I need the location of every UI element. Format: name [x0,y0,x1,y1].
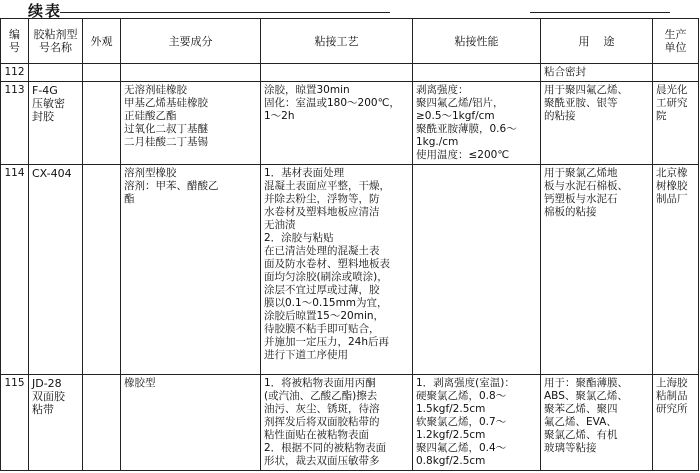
cell-composition: 无溶剂硅橡胶 甲基乙烯基硅橡胶 正硅酸乙酯 过氧化二叔丁基醚 二月桂酸二丁基锡 [121,82,261,165]
header-maker: 生产 单位 [653,19,699,64]
header-no: 编号 [1,19,29,64]
header-composition: 主要成分 [121,19,261,64]
header-row [1,19,699,64]
table-title: 续表 [28,2,63,20]
cell-process [261,64,413,82]
title-rule-right [530,12,670,13]
header-usage: 用 途 [541,19,653,64]
cell-maker: 上海胶 粘制品 研究所 [653,375,699,471]
cell-appearance [83,64,121,82]
cell-process: 1．将被粘物表面用丙酮 (或汽油、乙酸乙酯)擦去 油污、灰尘、锈斑，待溶 剂挥发后将双面胶粘带的 粘性面贴在被粘物表面 2．根据不同的被粘物表面 形状，裁去双面压敏带多 [261,375,413,471]
cell-no: 114 [1,165,29,375]
cell-name: CX-404 [29,165,83,375]
cell-appearance [83,375,121,471]
cell-usage: 用于：聚酯薄膜、 ABS、聚氯乙烯、 聚苯乙烯、聚四 氟乙烯、EVA、 聚氯乙烯、有机 玻璃等粘接 [541,375,653,471]
cell-composition: 橡胶型 [121,375,261,471]
cell-name [29,64,83,82]
adhesive-table [0,18,699,471]
header-appearance: 外观 [83,19,121,64]
cell-composition [121,64,261,82]
header-process: 粘接工艺 [261,19,413,64]
cell-maker [653,64,699,82]
cell-performance: 1．剥离强度(室温)： 硬聚氯乙烯，0.8～ 1.5kgf/2.5cm 软聚氯乙烯，0.7～ 1.2kgf/2.5cm 聚四氟乙烯，0.4～ 0.8kgf/2.5cm [413,375,541,471]
table-row [1,64,699,82]
cell-process: 涂胶，晾置30min 固化：室温或180～200℃， 1～2h [261,82,413,165]
table-row [1,165,699,375]
cell-usage: 粘合密封 [541,64,653,82]
header-name: 胶粘剂型 号名称 [29,19,83,64]
cell-composition: 溶剂型橡胶 溶剂：甲苯、醋酸乙 酯 [121,165,261,375]
title-rule [60,12,390,13]
header-performance: 粘接性能 [413,19,541,64]
table-row [1,375,699,471]
cell-maker: 北京橡 树橡胶 制品厂 [653,165,699,375]
table-row [1,82,699,165]
cell-no: 115 [1,375,29,471]
cell-usage: 用于聚氯乙烯地 板与水泥石棉板、 钙塑板与水泥石 棉板的粘接 [541,165,653,375]
cell-no: 112 [1,64,29,82]
cell-performance [413,64,541,82]
cell-appearance [83,82,121,165]
cell-usage: 用于聚四氟乙烯、 聚酰亚胺、银等 的粘接 [541,82,653,165]
cell-name: JD-28 双面胶 粘带 [29,375,83,471]
cell-performance: 剥离强度： 聚四氟乙烯/铝片， ≥0.5～1kgf/cm 聚酰亚胺薄膜，0.6～ 1kg./cm 使用温度：≤200℃ [413,82,541,165]
cell-name: F-4G 压敏密 封胶 [29,82,83,165]
cell-maker: 晨光化 工研究 院 [653,82,699,165]
cell-performance [413,165,541,375]
cell-no: 113 [1,82,29,165]
cell-appearance [83,165,121,375]
cell-process: 1．基材表面处理 混凝土表面应平整，干燥， 并除去粉尘，浮物等，防 水卷材及塑料地板应清洁 无油渍 2．涂胶与粘贴 在已清洁处理的混凝土表 面及防水卷材、塑料地板表 面均匀涂胶(刷涂或喷涂)， 涂层不宜过厚或过薄，胶 膜以0.1～0.15mm为宜， 涂胶后晾置15～20min， 待胶膜不粘手即可贴合， 并施加一定压力，24h后再 进行下道工序使用 [261,165,413,375]
